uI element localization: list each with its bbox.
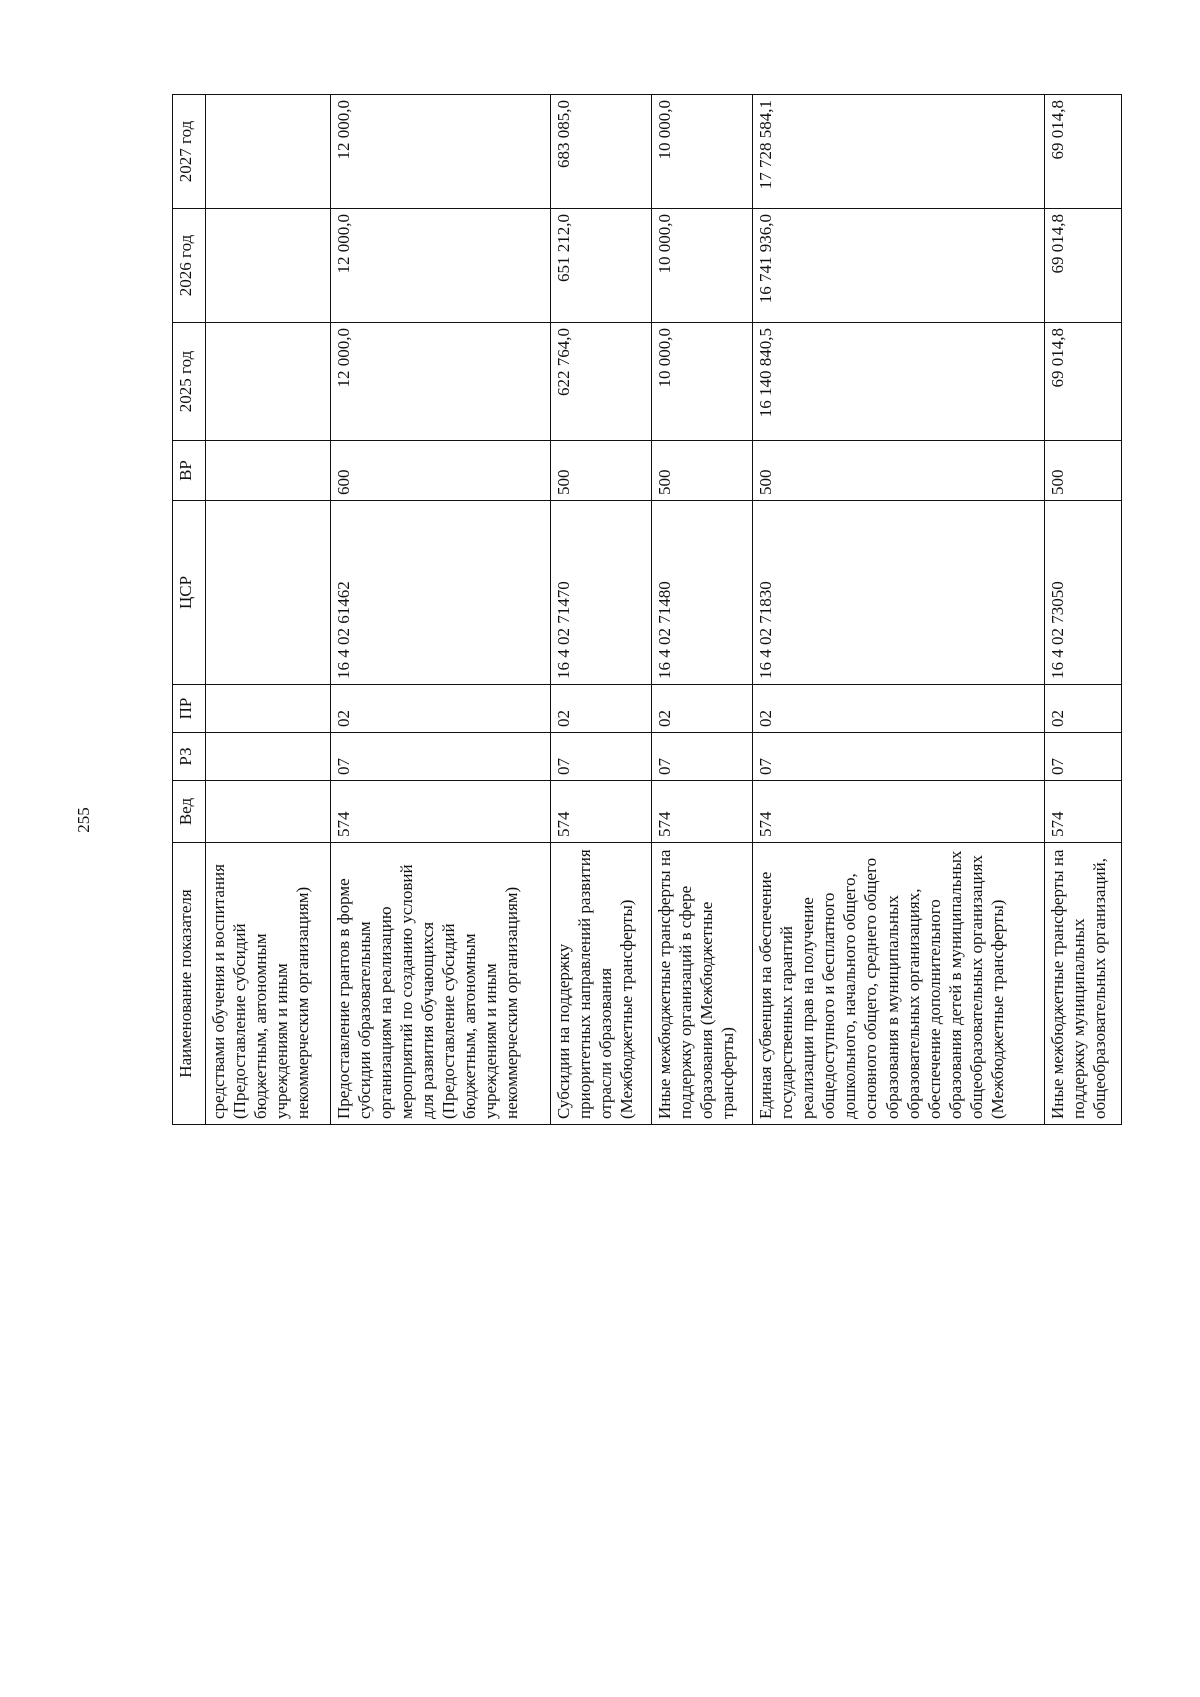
- table-row: [1044, 95, 1121, 1125]
- row-ved: 574: [330, 781, 550, 843]
- row-2026: 16 741 936,0: [753, 209, 1045, 323]
- row-name: Единая субвенция на обеспечение государственных гарантий реализации прав на получение общедоступного и бесплатного дошкольного, начального общего, основного общего, среднего общего образования в муниципальных образовательных организациях, обеспечение дополнительного образования детей в муниципальных общеобразовательных организациях (Межбюджетные трансферты): [753, 843, 1045, 1125]
- table-row: [330, 95, 550, 1125]
- row-2027: 683 085,0: [551, 95, 652, 209]
- row-ved: 574: [551, 781, 652, 843]
- header-pr: ПР: [173, 685, 206, 733]
- row-pr: 02: [330, 685, 550, 733]
- row-2025: [206, 323, 331, 441]
- row-name: Субсидии на поддержку приоритетных направлений развития отрасли образования (Межбюджетные трансферты): [551, 843, 652, 1125]
- header-vr: ВР: [173, 441, 206, 501]
- row-name: Предоставление грантов в форме субсидии образовательным организациям на реализацию мероприятий по созданию условий для развития обучающихся (Предоставление субсидий бюджетным, автономным учреждениям и иным некоммерческим организациям): [330, 843, 550, 1125]
- row-ved: [206, 781, 331, 843]
- row-csr: 16 4 02 61462: [330, 501, 550, 685]
- row-vr: 500: [652, 441, 753, 501]
- rotated-table-container: [172, 95, 1122, 1125]
- row-pr: 02: [1044, 685, 1121, 733]
- row-vr: 500: [1044, 441, 1121, 501]
- row-vr: 500: [551, 441, 652, 501]
- row-rz: 07: [1044, 733, 1121, 781]
- header-name: Наименование показателя: [173, 843, 206, 1125]
- budget-table: [172, 94, 1122, 1125]
- table-row: [206, 95, 331, 1125]
- header-2025: 2025 год: [173, 323, 206, 441]
- row-2026: 10 000,0: [652, 209, 753, 323]
- row-name: Иные межбюджетные трансферты на поддержку муниципальных общеобразовательных организаций,: [1044, 843, 1121, 1125]
- row-ved: 574: [753, 781, 1045, 843]
- header-2026: 2026 год: [173, 209, 206, 323]
- row-2026: 12 000,0: [330, 209, 550, 323]
- row-2025: 16 140 840,5: [753, 323, 1045, 441]
- row-rz: 07: [652, 733, 753, 781]
- header-2027: 2027 год: [173, 95, 206, 209]
- row-rz: 07: [551, 733, 652, 781]
- row-ved: 574: [1044, 781, 1121, 843]
- row-2025: 69 014,8: [1044, 323, 1121, 441]
- row-name: средствами обучения и воспитания (Предоставление субсидий бюджетным, автономным учреждениям и иным некоммерческим организациям): [206, 843, 331, 1125]
- row-pr: 02: [753, 685, 1045, 733]
- row-csr: 16 4 02 73050: [1044, 501, 1121, 685]
- row-csr: [206, 501, 331, 685]
- row-2027: 12 000,0: [330, 95, 550, 209]
- table-row: [753, 95, 1045, 1125]
- row-2025: 12 000,0: [330, 323, 550, 441]
- header-ved: Вед: [173, 781, 206, 843]
- row-2026: [206, 209, 331, 323]
- row-csr: 16 4 02 71830: [753, 501, 1045, 685]
- row-rz: [206, 733, 331, 781]
- row-name: Иные межбюджетные трансферты на поддержку организаций в сфере образования (Межбюджетные трансферты): [652, 843, 753, 1125]
- page-number: 255: [74, 807, 93, 833]
- row-2027: [206, 95, 331, 209]
- row-pr: 02: [551, 685, 652, 733]
- row-csr: 16 4 02 71470: [551, 501, 652, 685]
- row-csr: 16 4 02 71480: [652, 501, 753, 685]
- row-2027: 10 000,0: [652, 95, 753, 209]
- header-rz: РЗ: [173, 733, 206, 781]
- row-2026: 651 212,0: [551, 209, 652, 323]
- row-vr: 600: [330, 441, 550, 501]
- row-2027: 69 014,8: [1044, 95, 1121, 209]
- row-vr: [206, 441, 331, 501]
- row-2025: 622 764,0: [551, 323, 652, 441]
- row-pr: 02: [652, 685, 753, 733]
- table-header-row: [173, 95, 206, 1125]
- row-2025: 10 000,0: [652, 323, 753, 441]
- row-rz: 07: [330, 733, 550, 781]
- row-pr: [206, 685, 331, 733]
- row-ved: 574: [652, 781, 753, 843]
- row-2026: 69 014,8: [1044, 209, 1121, 323]
- table-row: [652, 95, 753, 1125]
- header-csr: ЦСР: [173, 501, 206, 685]
- row-vr: 500: [753, 441, 1045, 501]
- row-2027: 17 728 584,1: [753, 95, 1045, 209]
- row-rz: 07: [753, 733, 1045, 781]
- table-row: [551, 95, 652, 1125]
